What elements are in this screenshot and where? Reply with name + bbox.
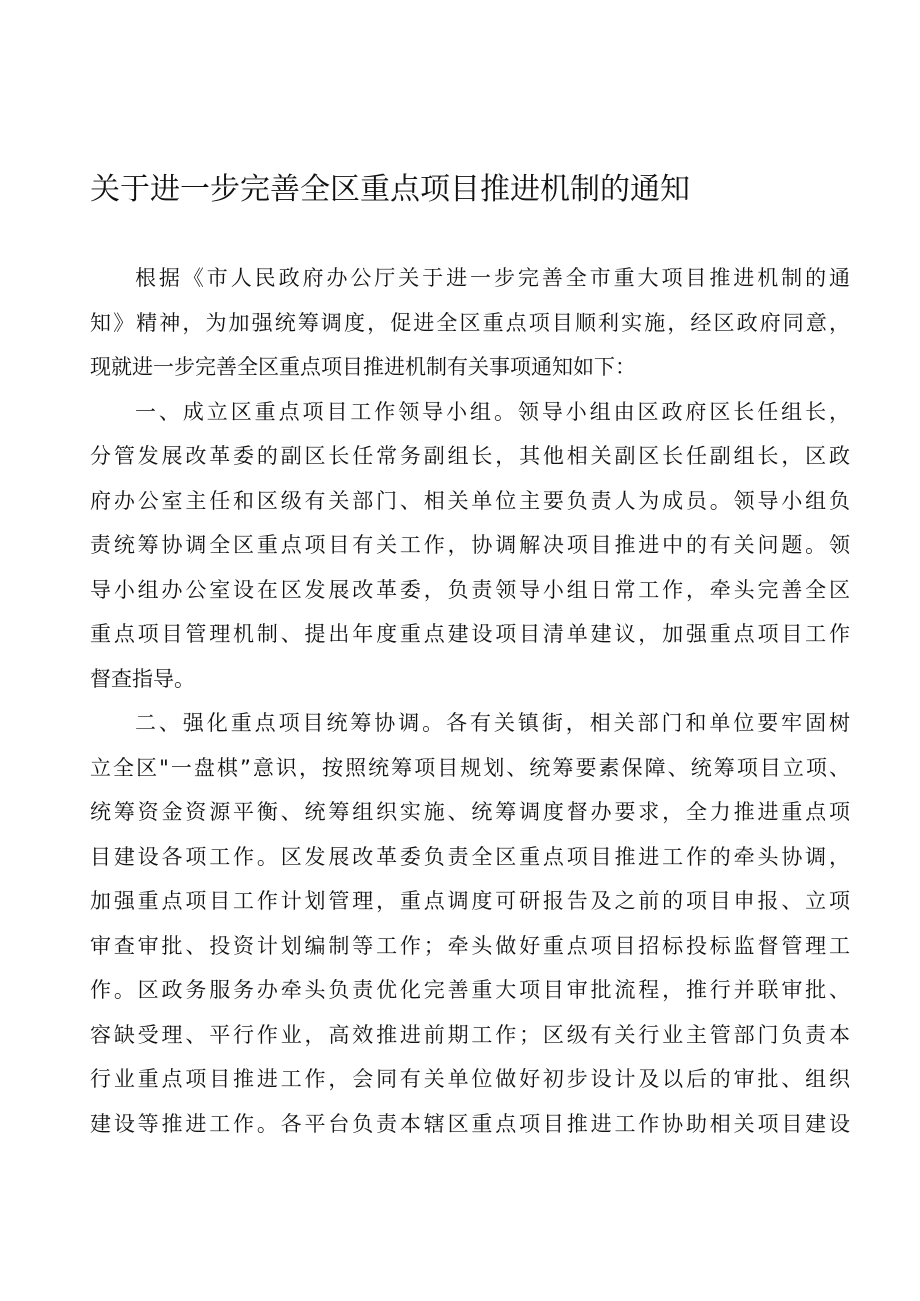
paragraph-line: 府办公室主任和区级有关部门、相关单位主要负责人为成员。领导小组负	[90, 488, 850, 513]
paragraph-section-1	[90, 390, 850, 702]
paragraph-line: 导小组办公室设在区发展改革委，负责领导小组日常工作，牵头完善全区	[90, 577, 850, 602]
paragraph-line: 审查审批、投资计划编制等工作；牵头做好重点项目招标投标监督管理工	[90, 933, 850, 958]
paragraph-line: 容缺受理、平行作业，高效推进前期工作；区级有关行业主管部门负责本	[90, 1022, 850, 1047]
paragraph-line: 建设等推进工作。各平台负责本辖区重点项目推进工作协助相关项目建设	[90, 1111, 850, 1136]
paragraph-line: 根据《市人民政府办公厅关于进一步完善全市重大项目推进机制的通	[135, 266, 850, 290]
paragraph-line: 知》精神，为加强统筹调度，促进全区重点项目顺利实施，经区政府同意，	[90, 310, 850, 335]
paragraph-section-2	[90, 701, 850, 1146]
paragraph-line: 二、强化重点项目统筹协调。各有关镇街，相关部门和单位要牢固树	[135, 711, 850, 735]
paragraph-line: 立全区"一盘棋”意识，按照统筹项目规划、统筹要素保障、统筹项目立项、	[90, 755, 850, 780]
paragraph-line: 一、成立区重点项目工作领导小组。领导小组由区政府区长任组长，	[135, 399, 850, 424]
paragraph-line: 责统筹协调全区重点项目有关工作，协调解决项目推进中的有关问题。领	[90, 533, 850, 557]
document-body	[90, 256, 850, 1146]
paragraph-line: 加强重点项目工作计划管理，重点调度可研报告及之前的项目申报、立项	[90, 889, 850, 913]
paragraph-line: 督查指导。	[90, 666, 195, 691]
paragraph-line: 统筹资金资源平衡、统筹组织实施、统筹调度督办要求，全力推进重点项	[90, 800, 850, 824]
paragraph-line: 作。区政务服务办牵头负责优化完善重大项目审批流程，推行并联审批、	[90, 978, 850, 1002]
paragraph-line: 行业重点项目推进工作，会同有关单位做好初步设计及以后的审批、组织	[90, 1067, 850, 1091]
paragraph-line: 目建设各项工作。区发展改革委负责全区重点项目推进工作的牵头协调，	[90, 844, 850, 869]
paragraph-intro	[90, 256, 850, 390]
paragraph-line: 分管发展改革委的副区长任常务副组长，其他相关副区长任副组长，区政	[90, 444, 850, 468]
document-title: 关于进一步完善全区重点项目推进机制的通知	[90, 172, 690, 207]
paragraph-line: 现就进一步完善全区重点项目推进机制有关事项通知如下：	[90, 355, 636, 379]
paragraph-line: 重点项目管理机制、提出年度重点建设项目清单建议，加强重点项目工作	[90, 622, 850, 646]
